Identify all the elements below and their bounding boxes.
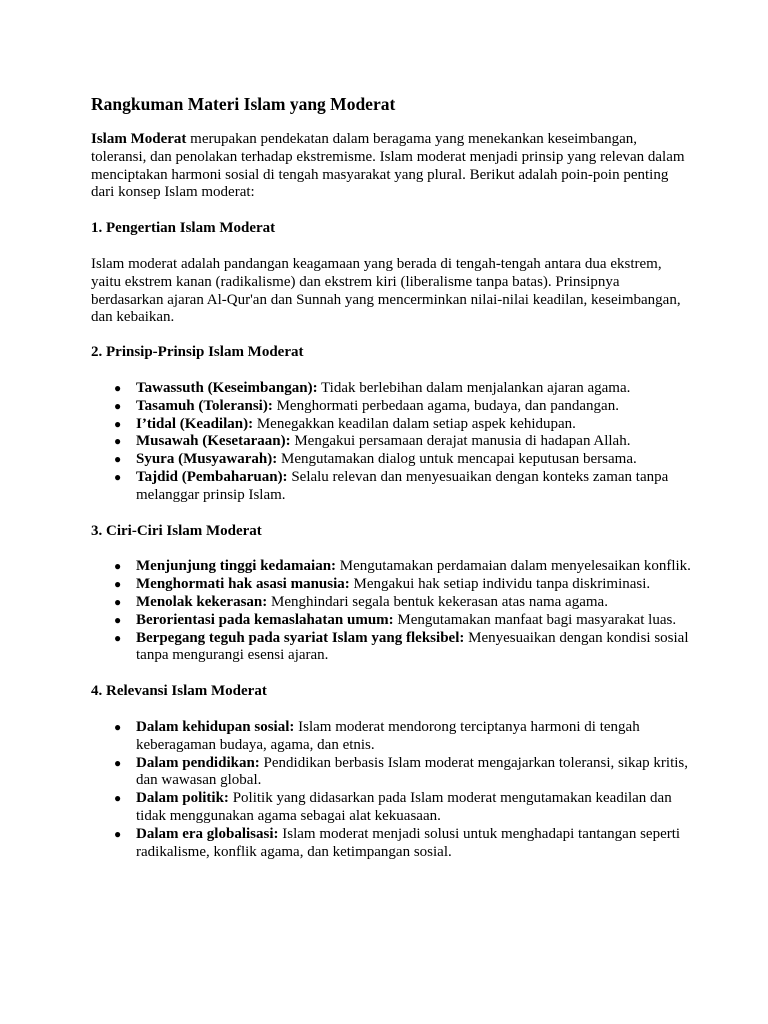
list-item <box>114 397 691 416</box>
bullet-icon: ● <box>114 380 122 395</box>
document-body <box>91 94 691 879</box>
characteristics-list <box>91 558 691 665</box>
item-desc: Mengutamakan dialog untuk mencapai keputusan bersama. <box>277 451 637 468</box>
list-item <box>114 718 691 755</box>
bullet-icon: ● <box>114 612 122 627</box>
bullet-icon: ● <box>114 577 122 592</box>
item-desc: Menyesuaikan dengan kondisi sosial tanpa mengurangi esensi ajaran. <box>136 629 689 664</box>
bullet-icon: ● <box>114 719 122 734</box>
list-item <box>114 415 691 434</box>
item-desc: Menegakkan keadilan dalam setiap aspek kehidupan. <box>253 415 576 432</box>
bullet-icon: ● <box>114 434 122 449</box>
item-term: Musawah (Kesetaraan): <box>136 433 291 450</box>
bullet-icon: ● <box>114 416 122 431</box>
item-desc: Pendidikan berbasis Islam moderat mengajarkan toleransi, sikap kritis, dan wawasan global. <box>136 754 689 789</box>
bullet-icon: ● <box>114 398 122 413</box>
list-item <box>114 576 691 594</box>
item-desc: Politik yang didasarkan pada Islam moderat mengutamakan keadilan dan tidak menggunakan agama sebagai alat kekuasaan. <box>136 790 672 824</box>
item-term: Tajdid (Pembaharuan): <box>136 468 288 485</box>
item-desc: Mengakui hak setiap individu tanpa diskriminasi. <box>349 576 651 593</box>
item-term: Tawassuth (Keseimbangan): <box>136 379 318 396</box>
item-term: Tasamuh (Toleransi): <box>136 397 273 414</box>
list-item <box>114 593 691 612</box>
item-term: Dalam kehidupan sosial: <box>136 718 295 735</box>
section-heading-definition: 1. Pengertian Islam Moderat <box>91 220 276 237</box>
list-item <box>114 468 691 505</box>
section-heading-principles: 2. Prinsip-Prinsip Islam Moderat <box>91 344 304 361</box>
intro-paragraph <box>91 131 691 202</box>
bullet-icon: ● <box>114 755 122 770</box>
item-desc: Islam moderat mendorong terciptanya harmoni di tengah keberagaman budaya, agama, dan etnis. <box>136 718 640 753</box>
item-desc: Mengutamakan manfaat bagi masyarakat luas. <box>393 611 677 628</box>
list-item <box>114 825 691 862</box>
item-term: Menghormati hak asasi manusia: <box>136 576 350 593</box>
list-item <box>114 379 691 398</box>
intro-bold-term: Islam Moderat <box>91 131 187 147</box>
bullet-icon: ● <box>114 559 122 574</box>
item-term: Menjunjung tinggi kedamaian: <box>136 558 337 575</box>
item-term: Berorientasi pada kemaslahatan umum: <box>136 611 394 628</box>
item-desc: Menghindari segala bentuk kekerasan atas nama agama. <box>267 593 608 610</box>
intro-text: merupakan pendekatan dalam beragama yang menekankan keseimbangan, toleransi, dan penolakan terhadap ekstremisme. Islam moderat menjadi prinsip yang relevan dalam menciptakan harmoni sosial di tengah masyarakat yang plural. Berikut adalah poin-poin penting dari konsep Islam moderat: <box>91 131 685 201</box>
item-term: Dalam politik: <box>136 790 229 807</box>
item-desc: Mengutamakan perdamaian dalam menyelesaikan konflik. <box>336 558 691 575</box>
bullet-icon: ● <box>114 826 122 841</box>
list-item <box>114 433 691 451</box>
list-item <box>114 790 691 826</box>
relevance-list <box>91 719 691 861</box>
section-heading-relevance: 4. Relevansi Islam Moderat <box>91 683 267 700</box>
item-term: I’tidal (Keadilan): <box>136 415 254 432</box>
bullet-icon: ● <box>114 791 122 806</box>
item-desc: Menghormati perbedaan agama, budaya, dan pandangan. <box>272 397 619 414</box>
item-desc: Mengakui persamaan derajat manusia di hadapan Allah. <box>290 433 631 450</box>
item-term: Dalam era globalisasi: <box>136 825 279 842</box>
list-item <box>114 451 691 469</box>
list-item <box>114 754 691 791</box>
item-term: Menolak kekerasan: <box>136 593 268 610</box>
item-desc: Selalu relevan dan menyesuaikan dengan konteks zaman tanpa melanggar prinsip Islam. <box>136 468 669 503</box>
list-item <box>114 611 691 630</box>
item-term: Syura (Musyawarah): <box>136 451 278 468</box>
item-term: Berpegang teguh pada syariat Islam yang fleksibel: <box>136 629 465 646</box>
bullet-icon: ● <box>114 469 122 484</box>
document-title: Rangkuman Materi Islam yang Moderat <box>91 94 396 114</box>
list-item <box>114 558 691 576</box>
section-heading-characteristics: 3. Ciri-Ciri Islam Moderat <box>91 522 262 539</box>
bullet-icon: ● <box>114 452 122 467</box>
item-desc: Islam moderat menjadi solusi untuk menghadapi tantangan seperti radikalisme, konflik agama, dan ketimpangan sosial. <box>136 825 681 860</box>
item-term: Dalam pendidikan: <box>136 754 260 771</box>
bullet-icon: ● <box>114 594 122 609</box>
bullet-icon: ● <box>114 630 122 645</box>
list-item <box>114 629 691 666</box>
principles-list <box>91 380 691 505</box>
item-desc: Tidak berlebihan dalam menjalankan ajaran agama. <box>317 379 631 396</box>
definition-paragraph: Islam moderat adalah pandangan keagamaan yang berada di tengah-tengah antara dua ekstrem, yaitu ekstrem kanan (radikalisme) dan ekstrem kiri (liberalisme tanpa batas). Prinsipnya berdasarkan ajaran Al-Qur'an dan Sunnah yang mencerminkan nilai-nilai keadilan, keseimbangan, dan kebaikan. <box>91 255 681 326</box>
